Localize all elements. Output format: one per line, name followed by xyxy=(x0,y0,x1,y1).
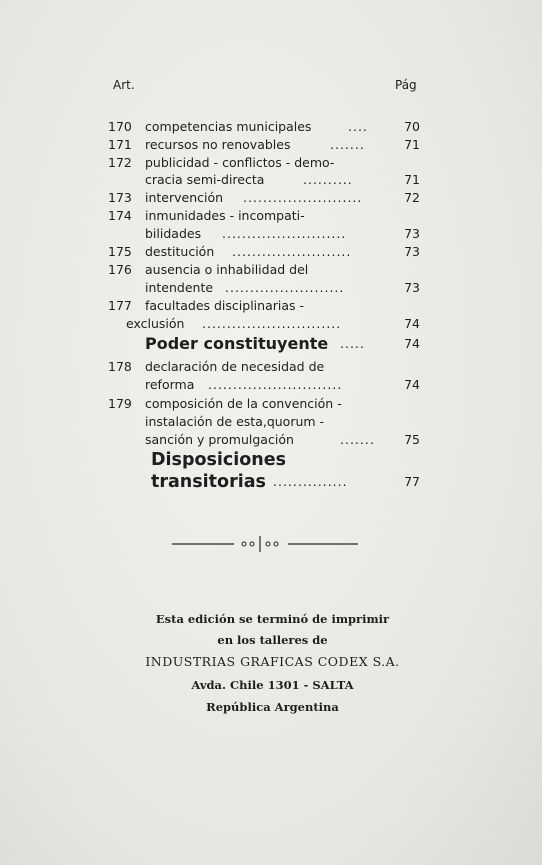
toc-entry xyxy=(108,225,420,242)
entry-number: 174 xyxy=(108,208,132,223)
toc-entry xyxy=(108,261,420,278)
section-title: Poder constituyente xyxy=(145,334,329,353)
ornament-divider xyxy=(172,536,362,552)
entry-title: reforma xyxy=(145,377,195,392)
leader-dots: ........................ xyxy=(225,280,345,295)
header-article-label: Art. xyxy=(113,78,135,92)
entry-title: instalación de esta,quorum - xyxy=(145,414,325,429)
leader-dots: ..... xyxy=(340,336,365,351)
entry-page: 73 xyxy=(404,244,420,259)
entry-page: 71 xyxy=(404,137,420,152)
entry-number: 178 xyxy=(108,359,132,374)
entry-title: exclusión xyxy=(126,316,185,331)
entry-title: inmunidades - incompati- xyxy=(145,208,305,223)
entry-number: 179 xyxy=(108,396,132,411)
leader-dots: ............... xyxy=(273,474,348,489)
entry-title: composición de la convención - xyxy=(145,396,342,411)
toc-entry xyxy=(108,171,420,188)
toc-section-heading xyxy=(108,449,420,471)
entry-title: intervención xyxy=(145,190,224,205)
entry-page: 73 xyxy=(404,280,420,295)
toc-entry xyxy=(108,189,420,206)
toc-entry xyxy=(108,136,420,153)
entry-page: 72 xyxy=(404,190,420,205)
entry-page: 75 xyxy=(404,432,420,447)
leader-dots: .... xyxy=(348,119,368,134)
entry-title: publicidad - conflictos - demo- xyxy=(145,155,335,170)
entry-page: 73 xyxy=(404,226,420,241)
entry-title: sanción y promulgación xyxy=(145,432,294,447)
entry-title: cracia semi-directa xyxy=(145,172,265,187)
leader-dots: ............................ xyxy=(202,316,342,331)
entry-number: 173 xyxy=(108,190,132,205)
entry-page: 74 xyxy=(404,377,420,392)
section-title: transitorias xyxy=(151,472,266,492)
toc-entry xyxy=(108,431,420,448)
toc-entry xyxy=(108,207,420,224)
entry-number: 170 xyxy=(108,119,132,134)
entry-number: 171 xyxy=(108,137,132,152)
toc-entry xyxy=(108,358,420,375)
entry-page: 71 xyxy=(404,172,420,187)
toc-entry xyxy=(108,413,420,430)
entry-title: destitución xyxy=(145,244,215,259)
entry-number: 176 xyxy=(108,262,132,277)
entry-title: recursos no renovables xyxy=(145,137,291,152)
toc-entry xyxy=(108,297,420,314)
entry-number: 172 xyxy=(108,155,132,170)
toc-entry xyxy=(108,315,420,332)
colophon-line: Esta edición se terminó de imprimir xyxy=(155,612,390,626)
leader-dots: ........................ xyxy=(243,190,363,205)
entry-title: competencias municipales xyxy=(145,119,312,134)
toc-section-heading xyxy=(108,334,420,354)
header-page-label: Pág xyxy=(395,78,417,92)
entry-page: 77 xyxy=(404,474,420,489)
toc-entry xyxy=(108,376,420,393)
toc-entry xyxy=(108,279,420,296)
toc-section-heading xyxy=(108,471,420,493)
entry-title: declaración de necesidad de xyxy=(145,359,325,374)
entry-title: facultades disciplinarias - xyxy=(145,298,304,313)
colophon-printer-name: INDUSTRIAS GRAFICAS CODEX S.A. xyxy=(145,654,400,669)
entry-number: 175 xyxy=(108,244,132,259)
entry-title: ausencia o inhabilidad del xyxy=(145,262,309,277)
leader-dots: .......... xyxy=(303,172,353,187)
leader-dots: ......................... xyxy=(222,226,347,241)
entry-number: 177 xyxy=(108,298,132,313)
entry-page: 70 xyxy=(404,119,420,134)
leader-dots: ....... xyxy=(340,432,375,447)
toc-entry xyxy=(108,395,420,412)
entry-page: 74 xyxy=(404,316,420,331)
leader-dots: ....... xyxy=(330,137,365,152)
colophon-line: en los talleres de xyxy=(217,633,328,647)
toc-entry xyxy=(108,154,420,171)
entry-page: 74 xyxy=(404,336,420,351)
toc-entry xyxy=(108,118,420,135)
leader-dots: ........................ xyxy=(232,244,352,259)
entry-title: intendente xyxy=(145,280,214,295)
section-title: Disposiciones xyxy=(151,450,287,470)
toc-entry xyxy=(108,243,420,260)
entry-title: bilidades xyxy=(145,226,202,241)
colophon-line: República Argentina xyxy=(206,700,339,714)
colophon-line: Avda. Chile 1301 - SALTA xyxy=(191,678,354,692)
leader-dots: ........................... xyxy=(208,377,343,392)
